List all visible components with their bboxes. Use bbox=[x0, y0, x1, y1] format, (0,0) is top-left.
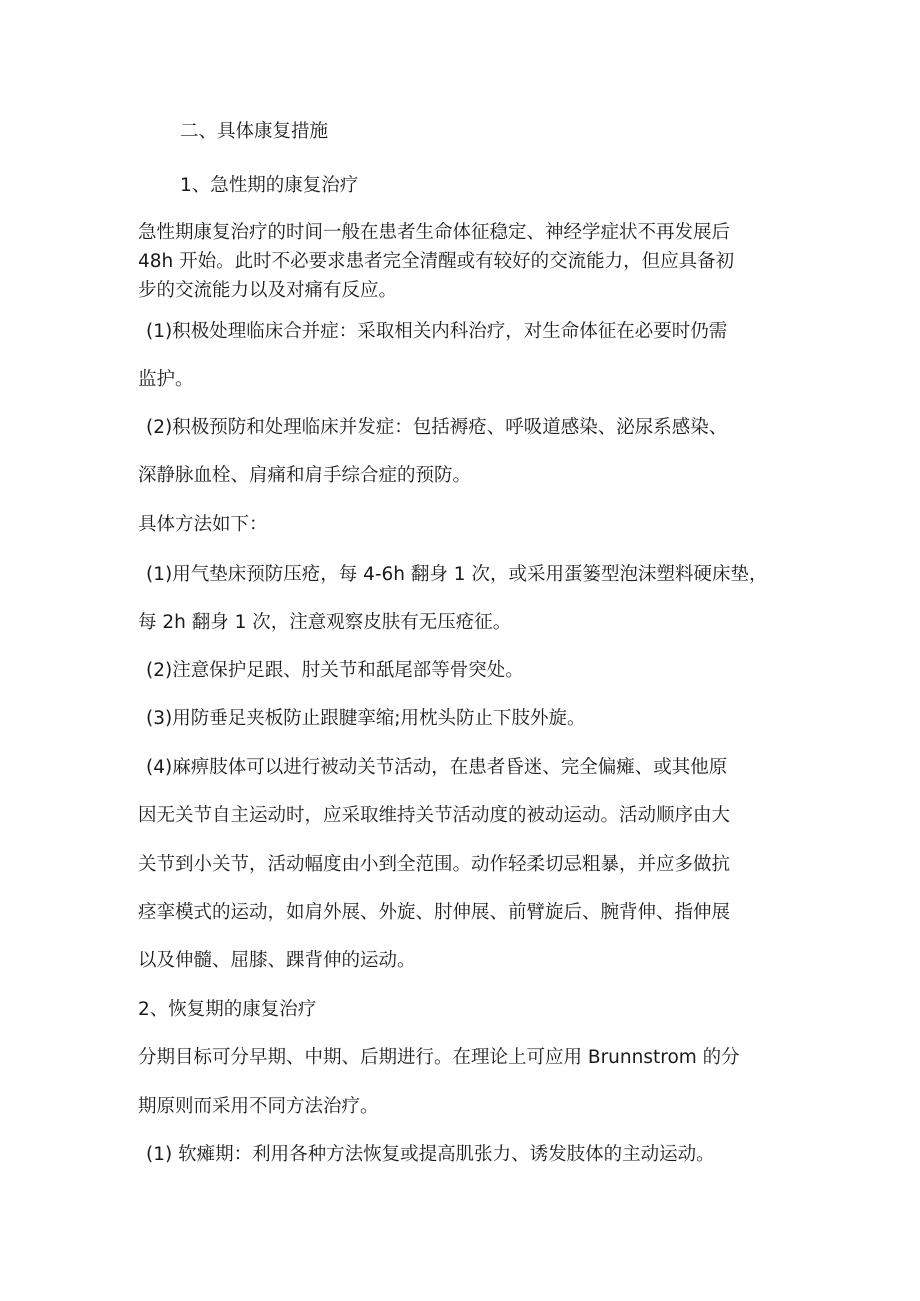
section-heading: 二、具体康复措施 bbox=[180, 121, 329, 142]
recovery-item-1: (1) 软瘫期：利用各种方法恢复或提高肌张力、诱发肢体的主动运动。 bbox=[146, 1144, 715, 1165]
item-a-line-1: (1)积极处理临床合并症：采取相关内科治疗，对生命体征在必要时仍需 bbox=[146, 321, 728, 342]
method-4-line-3: 关节到小关节，活动幅度由小到全范围。动作轻柔切忌粗暴，并应多做抗 bbox=[138, 854, 731, 875]
subsection-1-heading: 1、急性期的康复治疗 bbox=[180, 175, 359, 196]
method-3: (3)用防垂足夹板防止跟腱挛缩;用枕头防止下肢外旋。 bbox=[146, 708, 586, 729]
item-b-line-2: 深静脉血栓、肩痛和肩手综合症的预防。 bbox=[138, 465, 472, 486]
subsection-2-heading: 2、恢复期的康复治疗 bbox=[138, 999, 317, 1020]
method-1-line-2: 每 2h 翻身 1 次，注意观察皮肤有无压疮征。 bbox=[138, 612, 512, 633]
method-1-line-1: (1)用气垫床预防压疮，每 4-6h 翻身 1 次，或采用蛋篓型泡沫塑料硬床垫， bbox=[146, 564, 768, 585]
recovery-intro-line-2: 期原则而采用不同方法治疗。 bbox=[138, 1096, 379, 1117]
intro-line-2: 48h 开始。此时不必要求患者完全清醒或有较好的交流能力，但应具备初 bbox=[138, 251, 735, 272]
intro-line-3: 步的交流能力以及对痛有反应。 bbox=[138, 280, 398, 301]
recovery-intro-line-1: 分期目标可分早期、中期、后期进行。在理论上可应用 Brunnstrom 的分 bbox=[138, 1047, 740, 1068]
method-2: (2)注意保护足跟、肘关节和舐尾部等骨突处。 bbox=[146, 660, 524, 681]
method-4-line-4: 痉挛模式的运动，如肩外展、外旋、肘伸展、前臂旋后、腕背伸、指伸展 bbox=[138, 902, 731, 923]
method-4-line-2: 因无关节自主运动时，应采取维持关节活动度的被动运动。活动顺序由大 bbox=[138, 805, 731, 826]
method-4-line-1: (4)麻痹肢体可以进行被动关节活动，在患者昏迷、完全偏瘫、或其他原 bbox=[146, 757, 728, 778]
methods-intro: 具体方法如下： bbox=[138, 514, 268, 535]
method-4-line-5: 以及伸髓、屈膝、踝背伸的运动。 bbox=[138, 950, 416, 971]
intro-line-1: 急性期康复治疗的时间一般在患者生命体征稳定、神经学症状不再发展后 bbox=[138, 222, 731, 243]
item-a-line-2: 监护。 bbox=[138, 369, 194, 390]
item-b-line-1: (2)积极预防和处理临床并发症：包括褥疮、呼吸道感染、泌尿系感染、 bbox=[146, 417, 728, 438]
